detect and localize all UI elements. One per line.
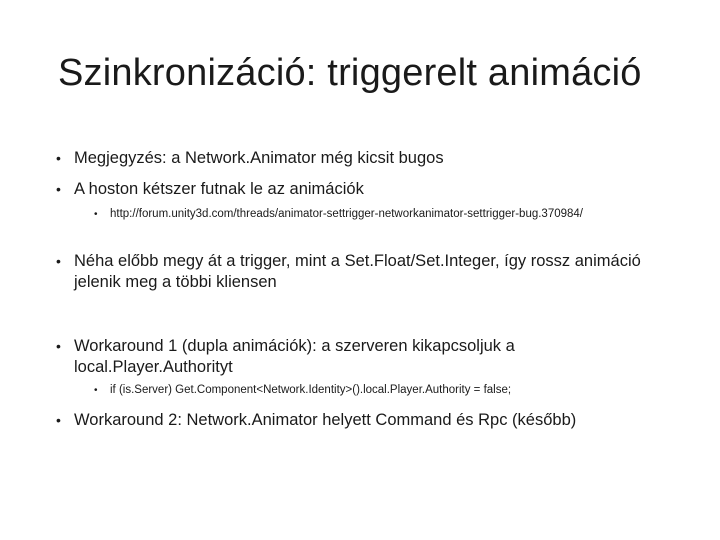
bullet-icon: • [56,181,61,197]
bullet-item [56,251,664,293]
bullet-item [56,148,664,169]
bullet-item [56,410,664,431]
sub-bullet-item [94,383,680,398]
bullet-text: Workaround 2: Network.Animator helyett Command és Rpc (később) [74,411,577,429]
bullet-icon: • [56,412,61,428]
sub-bullet-item [94,207,680,222]
bullet-text: Workaround 1 (dupla animációk): a szerveren kikapcsoljuk a local.Player.Authorityt [74,337,515,376]
bullet-item [56,336,664,378]
bullet-text: Megjegyzés: a Network.Animator még kicsit bugos [74,149,444,167]
bullet-icon: • [56,253,61,269]
forum-link[interactable]: http://forum.unity3d.com/threads/animator-settrigger-networkanimator-settrigger-bug.370984/ [110,208,584,220]
bullet-icon: • [56,338,61,354]
code-snippet: if (is.Server) Get.Component<Network.Identity>().local.Player.Authority = false; [110,384,512,396]
bullet-text: Néha előbb megy át a trigger, mint a Set.Float/Set.Integer, így rossz animáció jelenik meg a többi kliensen [74,252,641,291]
bullet-icon: • [56,150,61,166]
bullet-text: A hoston kétszer futnak le az animációk [74,180,364,198]
bullet-item [56,179,664,200]
sub-bullet-icon: • [94,209,98,220]
slide-title: Szinkronizáció: triggerelt animáció [58,52,642,94]
sub-bullet-icon: • [94,385,98,396]
